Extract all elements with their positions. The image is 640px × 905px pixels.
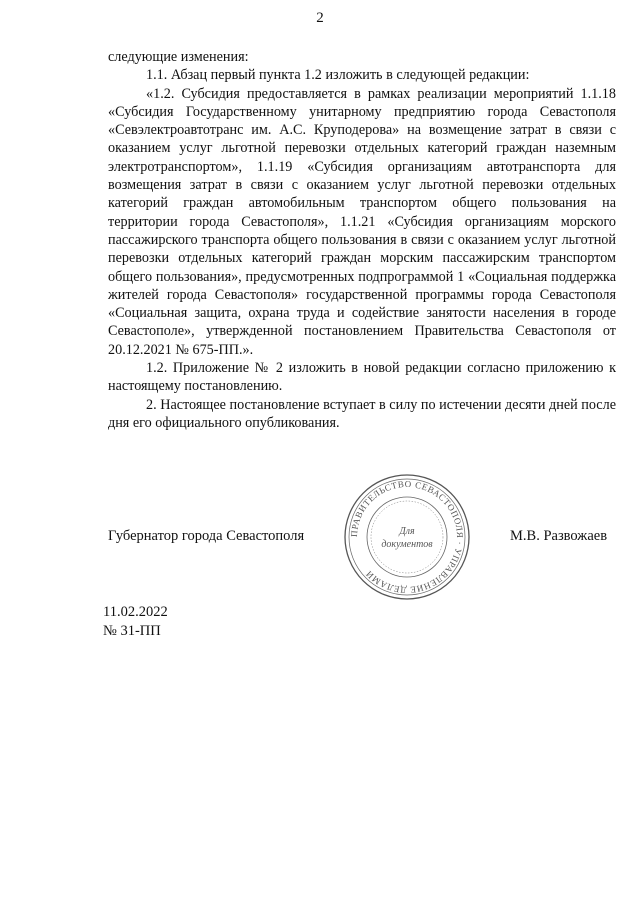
paragraph-1-1: 1.1. Абзац первый пункта 1.2 изложить в следующей редакции:	[146, 67, 530, 84]
paragraph-2: 2. Настоящее постановление вступает в силу по истечении десяти дней после дня его официального опубликования.	[108, 396, 616, 431]
document-date: 11.02.2022	[103, 604, 168, 620]
paragraph-1-2-text: «1.2. Субсидия предоставляется в рамках реализации мероприятий 1.1.18 «Субсидия Государственному унитарному предприятию города Севастополя «Севэлектроавтотранс им. А.С. Круподерова» на возмещение затрат в связи с оказанием услуг льготной перевозки отдельных категорий граждан наземным электротранспортом», 1.1.19 «Субсидия организациям автотранспорта для возмещения затрат в связи с оказанием услуг льготной перевозки отдельных категорий граждан автомобильным транспортом общего пользования на территории города Севастополя», 1.1.21 «Субсидия организациям морского пассажирского транспорта общего пользования в связи с оказанием услуг льготной перевозки отдельных категорий граждан морским пассажирским транспортом общего пользования», предусмотренных подпрограммой 1 «Социальная поддержка жителей города Севастополя» государственной программы города Севастополя «Социальная защита, охрана труда и содействие занятости населения в городе Севастополе», утвержденной постановлением Правительства Севастополя от 20.12.2021 № 675-ПП.».	[108, 85, 616, 358]
document-body	[108, 48, 616, 432]
svg-text:ПРАВИТЕЛЬСТВО СЕВАСТОПОЛЯ · УП	[349, 479, 465, 595]
stamp-center-line1: Для	[399, 526, 415, 537]
paragraph-1-2-appendix: 1.2. Приложение № 2 изложить в новой редакции согласно приложению к настоящему постановлению.	[108, 360, 616, 395]
official-seal-stamp	[342, 472, 472, 602]
paragraph-intro: следующие изменения:	[108, 49, 249, 65]
signature-name: М.В. Развожаев	[510, 528, 608, 544]
signature-title: Губернатор города Севастополя	[108, 528, 305, 544]
page-number: 2	[316, 10, 324, 26]
stamp-outer-text: ПРАВИТЕЛЬСТВО СЕВАСТОПОЛЯ · УПРАВЛЕНИЕ ДЕЛАМИ	[348, 478, 466, 596]
stamp-center-line2: документов	[381, 539, 433, 550]
document-number: № 31-ПП	[103, 623, 161, 639]
